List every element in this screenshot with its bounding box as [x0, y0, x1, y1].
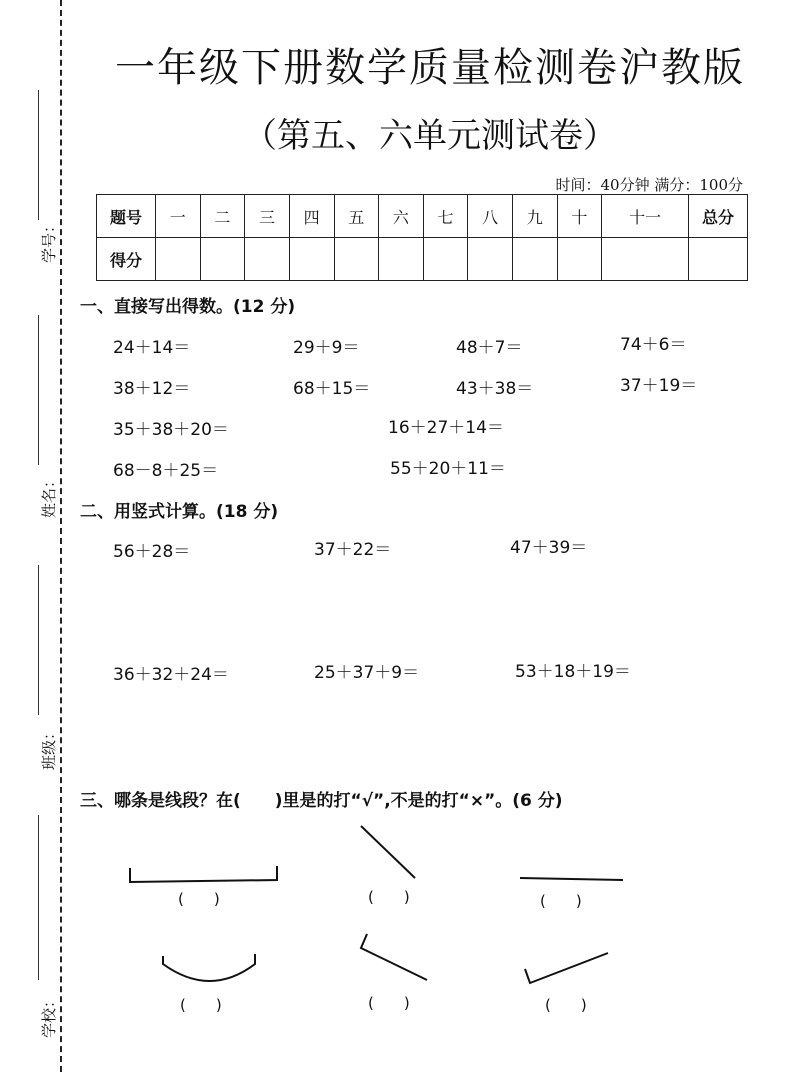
oral-problem: 38＋12＝	[113, 379, 191, 399]
page-subtitle: （第五、六单元测试卷）	[243, 116, 617, 156]
oral-problem: 68＋15＝	[293, 379, 371, 399]
score-table-header-cell: 四	[289, 195, 334, 238]
score-table-header-cell: 三	[245, 195, 290, 238]
oral-problem: 48＋7＝	[456, 338, 523, 358]
score-cell[interactable]	[689, 238, 748, 281]
score-cell[interactable]	[423, 238, 468, 281]
score-table-header-cell: 五	[334, 195, 379, 238]
score-table-header-cell: 十一	[602, 195, 689, 238]
vertical-calc-problem: 36＋32＋24＝	[113, 665, 229, 685]
class-field	[18, 565, 58, 770]
school-line	[38, 815, 39, 980]
figure-diagonal-segment	[355, 820, 425, 885]
section-2-title: 二、用竖式计算。(18 分)	[80, 502, 279, 522]
answer-parentheses[interactable]: ( )	[178, 890, 220, 908]
score-table-header-cell: 二	[200, 195, 245, 238]
score-cell[interactable]	[602, 238, 689, 281]
vertical-calc-problem: 37＋22＝	[314, 540, 392, 560]
name-line	[38, 315, 39, 465]
oral-problem: 29＋9＝	[293, 338, 360, 358]
student-number-line	[38, 90, 39, 220]
score-row-label: 得分	[97, 238, 156, 281]
figure-slanted-ray	[520, 945, 615, 995]
section-1-title: 一、直接写出得数。(12 分)	[80, 297, 296, 317]
answer-parentheses[interactable]: ( )	[180, 996, 222, 1014]
score-table	[96, 194, 748, 281]
name-label: 姓名：	[40, 472, 59, 519]
oral-problem: 37＋19＝	[620, 376, 698, 396]
school-label: 学校：	[40, 992, 59, 1039]
vertical-calc-problem: 25＋37＋9＝	[314, 663, 420, 683]
score-table-header-cell: 七	[423, 195, 468, 238]
score-table-header-cell: 一	[156, 195, 201, 238]
vertical-calc-problem: 47＋39＝	[510, 538, 588, 558]
vertical-calc-problem: 56＋28＝	[113, 542, 191, 562]
score-cell[interactable]	[513, 238, 558, 281]
score-table-header-cell: 总分	[689, 195, 748, 238]
answer-parentheses[interactable]: ( )	[368, 888, 410, 906]
page-title: 一年级下册数学质量检测卷沪教版	[115, 45, 745, 91]
figure-straight-line	[515, 868, 630, 888]
binding-dashed-line	[60, 0, 62, 1072]
score-table-header-cell: 八	[468, 195, 513, 238]
score-cell[interactable]	[156, 238, 201, 281]
oral-problem: 68－8＋25＝	[113, 461, 219, 481]
answer-parentheses[interactable]: ( )	[545, 996, 587, 1014]
score-cell[interactable]	[557, 238, 602, 281]
score-table-header-cell: 十	[557, 195, 602, 238]
answer-parentheses[interactable]: ( )	[368, 994, 410, 1012]
time-score-info: 时间：40分钟 满分：100分	[555, 176, 743, 194]
student-number-label: 学号：	[40, 217, 59, 264]
oral-problem: 24＋14＝	[113, 338, 191, 358]
vertical-calc-problem: 53＋18＋19＝	[515, 662, 631, 682]
score-cell[interactable]	[289, 238, 334, 281]
oral-problem: 16＋27＋14＝	[388, 418, 504, 438]
name-field	[18, 315, 59, 519]
score-table-header-cell: 六	[379, 195, 424, 238]
score-cell[interactable]	[334, 238, 379, 281]
score-table-header-cell: 题号	[97, 195, 156, 238]
section-3-title: 三、哪条是线段？在( )里是的打“√”,不是的打“×”。(6 分)	[80, 791, 563, 811]
score-table-header-cell: 九	[513, 195, 558, 238]
figure-bent-ray	[355, 928, 435, 988]
oral-problem: 35＋38＋20＝	[113, 420, 229, 440]
score-cell[interactable]	[245, 238, 290, 281]
class-label: 班级：	[40, 724, 59, 771]
class-line	[38, 565, 39, 715]
student-number-field	[18, 90, 58, 270]
oral-problem: 55＋20＋11＝	[390, 459, 506, 479]
oral-problem: 43＋38＝	[456, 379, 534, 399]
figure-line-segment-bracket	[122, 860, 287, 890]
score-table-header-row	[97, 195, 748, 238]
score-cell[interactable]	[468, 238, 513, 281]
oral-problem: 74＋6＝	[620, 335, 687, 355]
score-cell[interactable]	[200, 238, 245, 281]
school-field	[18, 815, 59, 1039]
score-cell[interactable]	[379, 238, 424, 281]
score-table-score-row	[97, 238, 748, 281]
answer-parentheses[interactable]: ( )	[540, 892, 582, 910]
figure-curved-line	[155, 950, 265, 990]
